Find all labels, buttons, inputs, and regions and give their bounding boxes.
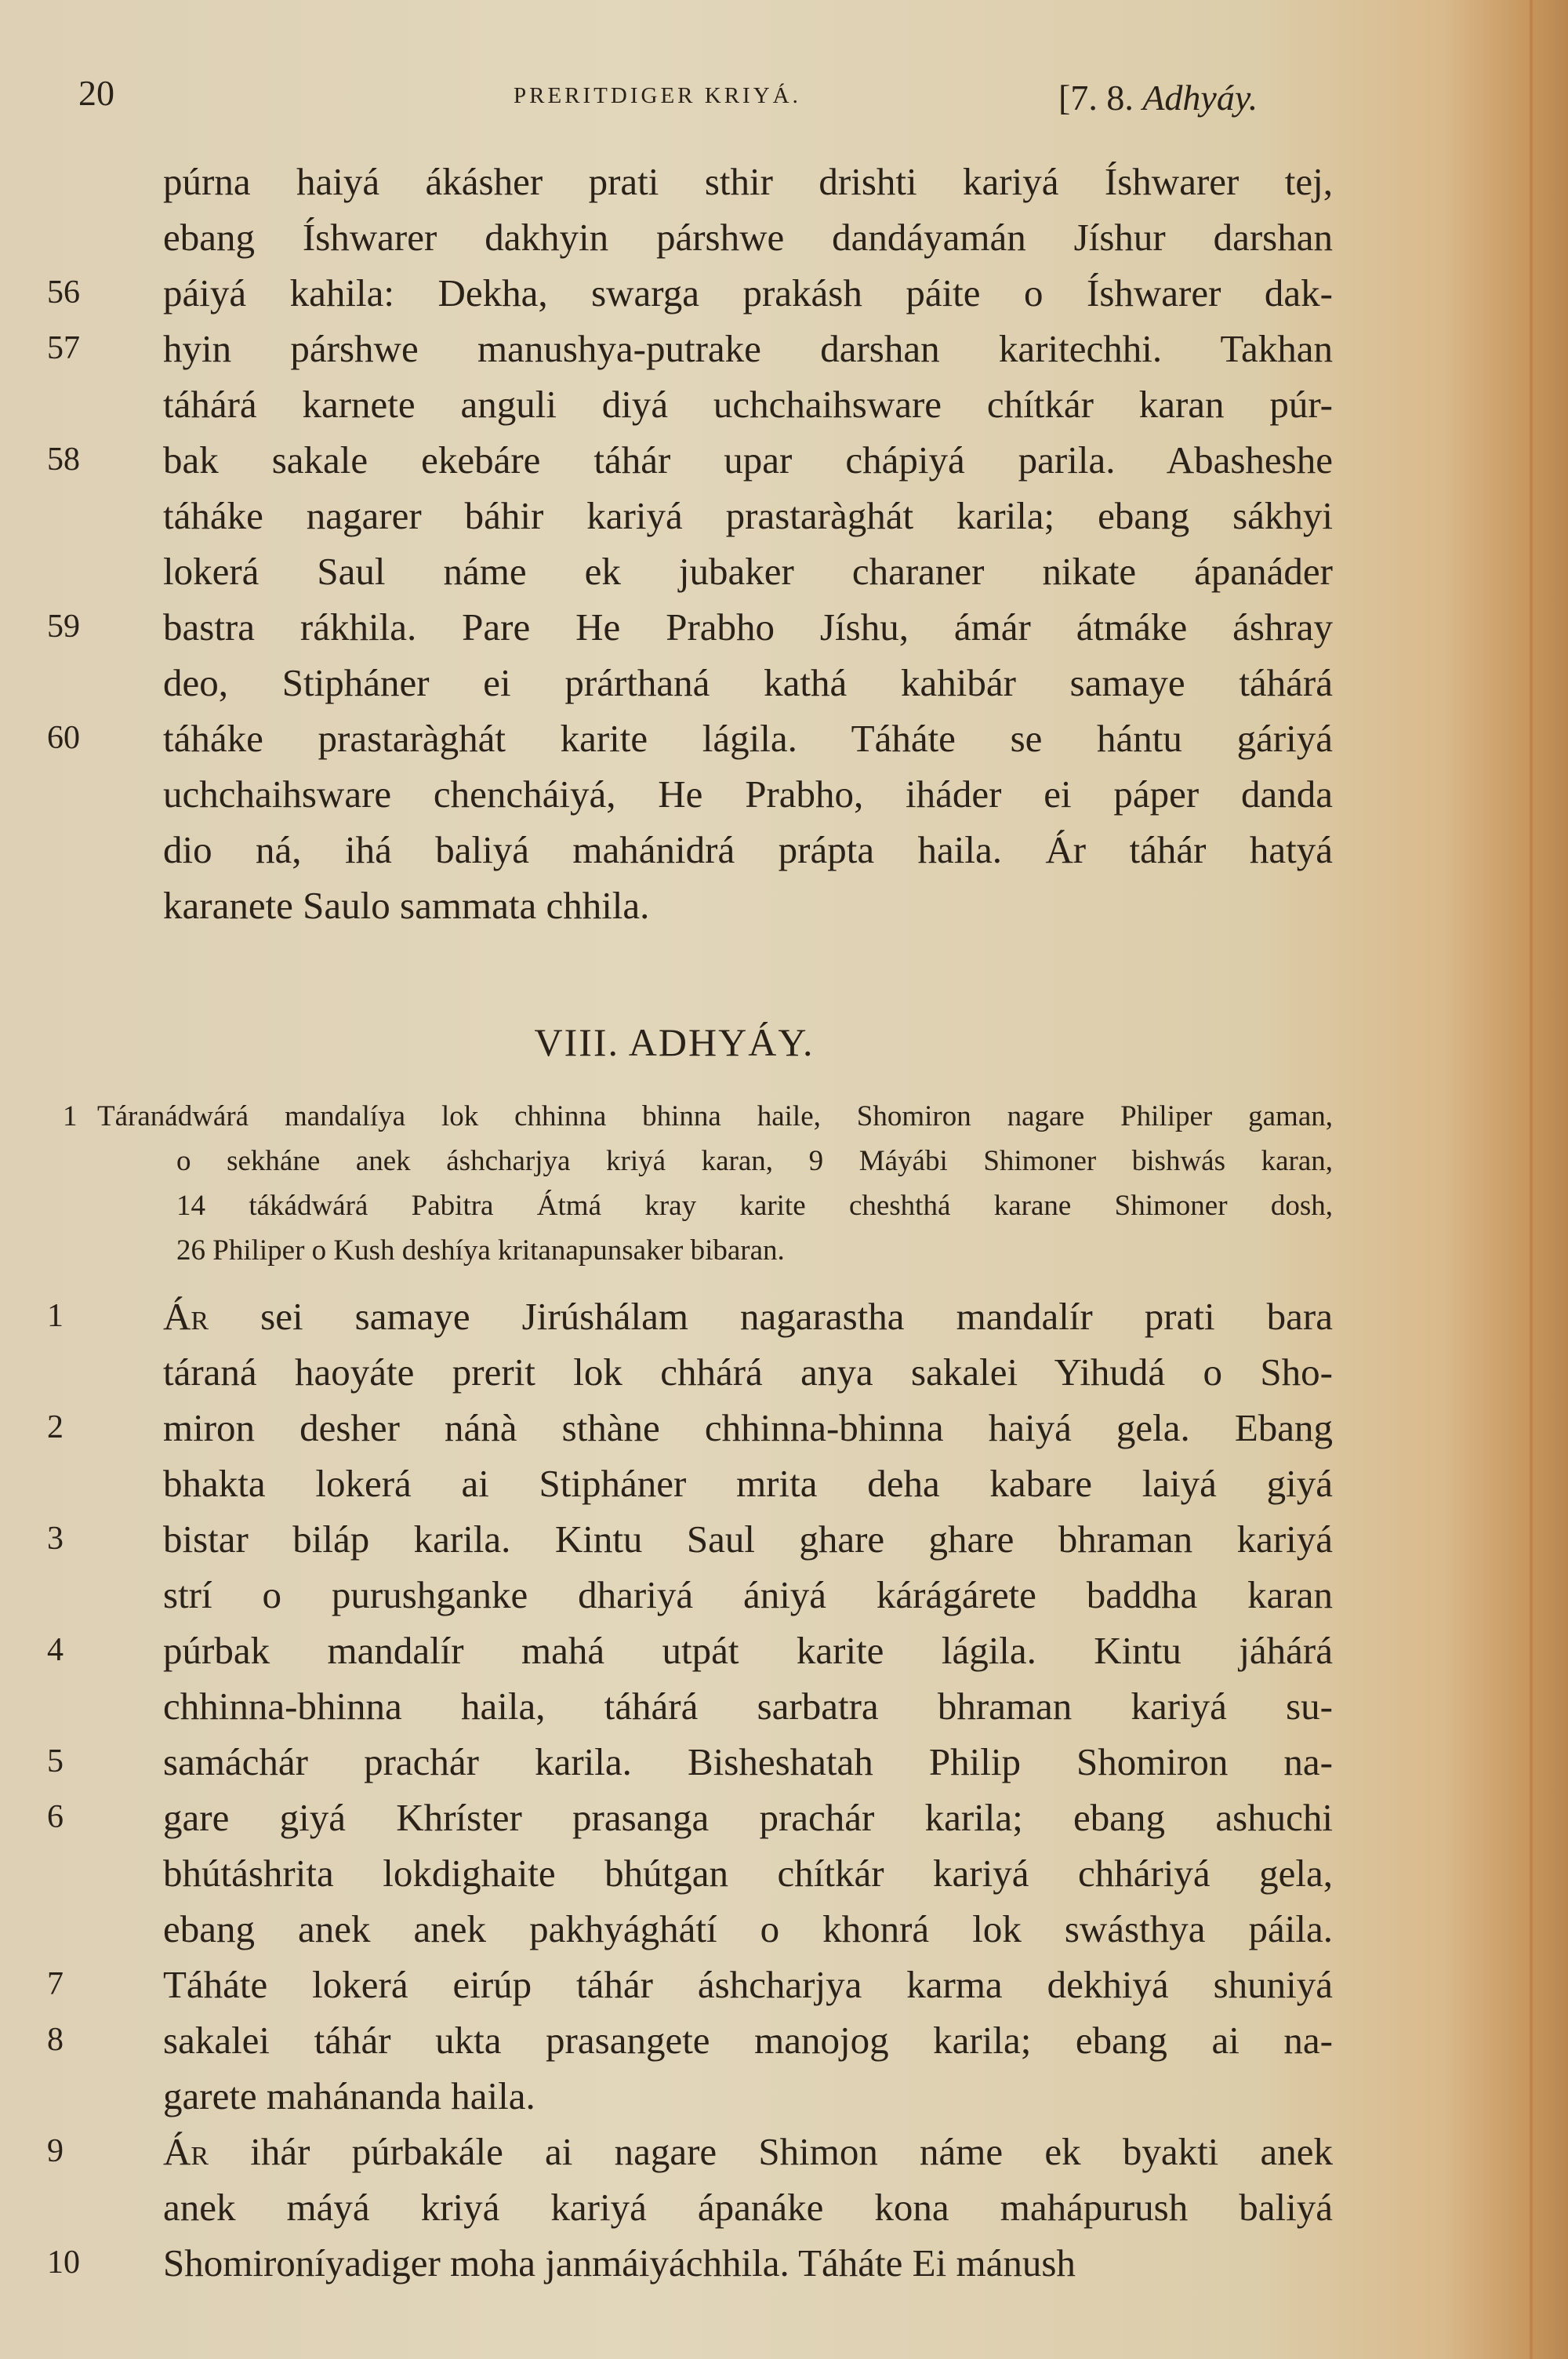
text-line	[47, 1678, 1333, 1734]
line-text: strí o purushganke dhariyá ániyá kárágárete baddha karan	[163, 1573, 1333, 1616]
text-line	[47, 1511, 1333, 1567]
running-head	[78, 72, 1333, 127]
line-text: deo, Stipháner ei prárthaná kathá kahibár samaye táhárá	[163, 661, 1333, 704]
summary-text: 14 tákádwárá Pabitra Átmá kray karite cheshthá karane Shimoner dosh,	[176, 1190, 1333, 1222]
line-text	[163, 1289, 1333, 1344]
line-text: Shomironíyadiger moha janmáiyáchhila. Táháte Ei mánush	[163, 2241, 1076, 2284]
text-line	[47, 655, 1333, 711]
line-text: bhakta lokerá ai Stipháner mrita deha kabare laiyá giyá	[163, 1462, 1333, 1505]
text-line	[47, 376, 1333, 432]
text-line	[47, 1734, 1333, 1790]
text-line	[47, 209, 1333, 265]
text-line	[47, 1344, 1333, 1400]
verse-lead-word: Ár	[163, 2130, 209, 2173]
verse-lead-word: Ár	[163, 1295, 209, 1338]
text-line	[47, 1456, 1333, 1511]
verse-number: 9	[47, 2133, 64, 2169]
summary-line	[63, 1228, 1333, 1273]
line-text: dio ná, ihá baliyá mahánidrá prápta haila. Ár táhár hatyá	[163, 828, 1333, 871]
chapter-8-title: VIII. ADHYÁY.	[534, 1020, 815, 1064]
text-line	[47, 1957, 1333, 2012]
verse-number: 60	[47, 720, 80, 756]
line-text: bastra rákhila. Pare He Prabho Jíshu, ámár átmáke áshray	[163, 605, 1333, 649]
text-line	[47, 1901, 1333, 1957]
line-text-rest: ihár púrbakále ai nagare Shimon náme ek byakti anek	[209, 2130, 1333, 2173]
line-text: ebang anek anek pakhyághátí o khonrá lok swásthya páila.	[163, 1907, 1333, 1950]
text-line	[47, 1567, 1333, 1623]
chapter-8-summary	[63, 1094, 1333, 1273]
verse-number: 4	[47, 1632, 64, 1668]
line-text: lokerá Saul náme ek jubaker charaner nikate ápanáder	[163, 550, 1333, 593]
verse-number: 5	[47, 1743, 64, 1779]
verse-number: 10	[47, 2245, 80, 2281]
line-text: táraná haoyáte prerit lok chhárá anya sakalei Yihudá o Sho-	[163, 1350, 1333, 1394]
text-line	[47, 1623, 1333, 1678]
verse-number: 7	[47, 1966, 64, 2002]
line-text: miron desher nánà sthàne chhinna-bhinna haiyá gela. Ebang	[163, 1406, 1333, 1449]
summary-text: Táranádwárá mandalíya lok chhinna bhinna haile, Shomiron nagare Philiper gaman,	[97, 1100, 1333, 1132]
line-text: hyin párshwe manushya-putrake darshan karitechhi. Takhan	[163, 327, 1333, 370]
line-text-rest: sei samaye Jirúshálam nagarastha mandalír prati bara	[209, 1295, 1333, 1338]
verse-number: 59	[47, 609, 80, 645]
line-text: táháke nagarer báhir kariyá prastaràghát karila; ebang sákhyi	[163, 494, 1333, 537]
chapter-7-text	[47, 154, 1333, 933]
chapter-reference-italic: Adhyáy.	[1142, 78, 1258, 118]
text-line	[47, 265, 1333, 321]
summary-line	[63, 1183, 1333, 1228]
chapter-reference	[1058, 77, 1258, 118]
text-line	[47, 599, 1333, 655]
summary-line	[63, 1139, 1333, 1183]
line-text: anek máyá kriyá kariyá ápanáke kona mahápurush baliyá	[163, 2186, 1333, 2229]
verse-number: 6	[47, 1799, 64, 1835]
verse-number: 8	[47, 2022, 64, 2058]
line-text: samáchár prachár karila. Bisheshatah Philip Shomiron na-	[163, 1740, 1333, 1783]
text-line	[47, 766, 1333, 822]
line-text: uchchaihsware chencháiyá, He Prabho, iháder ei páper danda	[163, 772, 1333, 816]
verse-number: 56	[47, 274, 80, 311]
text-line	[47, 2068, 1333, 2124]
text-line	[47, 432, 1333, 488]
line-text: bistar biláp karila. Kintu Saul ghare ghare bhraman kariyá	[163, 1518, 1333, 1561]
text-line	[47, 822, 1333, 878]
summary-text: 26 Philiper o Kush deshíya kritanapunsaker bibaran.	[176, 1234, 785, 1267]
line-text: Táháte lokerá eirúp táhár áshcharjya karma dekhiyá shuniyá	[163, 1963, 1333, 2006]
line-text: táháke prastaràghát karite lágila. Táháte se hántu gáriyá	[163, 717, 1333, 760]
line-text: bak sakale ekebáre táhár upar chápiyá parila. Abasheshe	[163, 438, 1333, 482]
line-text: garete mahánanda haila.	[163, 2074, 535, 2117]
text-line	[47, 321, 1333, 376]
verse-number: 2	[47, 1409, 64, 1445]
text-line	[47, 1289, 1333, 1344]
text-line	[47, 1790, 1333, 1845]
text-line	[47, 154, 1333, 209]
line-text: púrbak mandalír mahá utpát karite lágila. Kintu jáhárá	[163, 1629, 1333, 1672]
verse-number: 58	[47, 442, 80, 478]
line-text: karanete Saulo sammata chhila.	[163, 884, 650, 927]
text-line	[47, 711, 1333, 766]
running-title: PRERITDIGER KRIYÁ.	[514, 83, 801, 108]
text-line	[47, 488, 1333, 543]
line-text: táhárá karnete anguli diyá uchchaihsware chítkár karan púr-	[163, 383, 1333, 426]
text-line	[47, 1845, 1333, 1901]
line-text: gare giyá Khríster prasanga prachár karila; ebang ashuchi	[163, 1796, 1333, 1839]
text-line	[47, 878, 1333, 933]
chapter-reference-prefix: [7. 8.	[1058, 78, 1143, 118]
summary-text: o sekháne anek áshcharjya kriyá karan, 9 Máyábi Shimoner bishwás karan,	[176, 1145, 1333, 1177]
verse-number: 3	[47, 1521, 64, 1557]
line-text: ebang Íshwarer dakhyin párshwe dandáyamán Jíshur darshan	[163, 216, 1333, 259]
verse-number: 57	[47, 330, 80, 366]
summary-number: 1	[63, 1100, 78, 1132]
page-edge-stain	[1529, 0, 1534, 2359]
verse-number: 1	[47, 1298, 64, 1334]
page-number: 20	[78, 73, 114, 113]
text-line	[47, 2179, 1333, 2235]
text-line	[47, 2012, 1333, 2068]
line-text: sakalei táhár ukta prasangete manojog karila; ebang ai na-	[163, 2019, 1333, 2062]
summary-line	[63, 1094, 1333, 1139]
text-line	[47, 1400, 1333, 1456]
line-text: púrna haiyá ákásher prati sthir drishti kariyá Íshwarer tej,	[163, 160, 1333, 203]
line-text: bhútáshrita lokdighaite bhútgan chítkár kariyá chháriyá gela,	[163, 1852, 1333, 1895]
line-text: páiyá kahila: Dekha, swarga prakásh páite o Íshwarer dak-	[163, 271, 1333, 314]
text-line	[47, 2124, 1333, 2179]
line-text: chhinna-bhinna haila, táhárá sarbatra bhraman kariyá su-	[163, 1685, 1333, 1728]
chapter-8-text	[47, 1289, 1333, 2291]
line-text	[163, 2124, 1333, 2179]
text-line	[47, 2235, 1333, 2291]
text-line	[47, 543, 1333, 599]
